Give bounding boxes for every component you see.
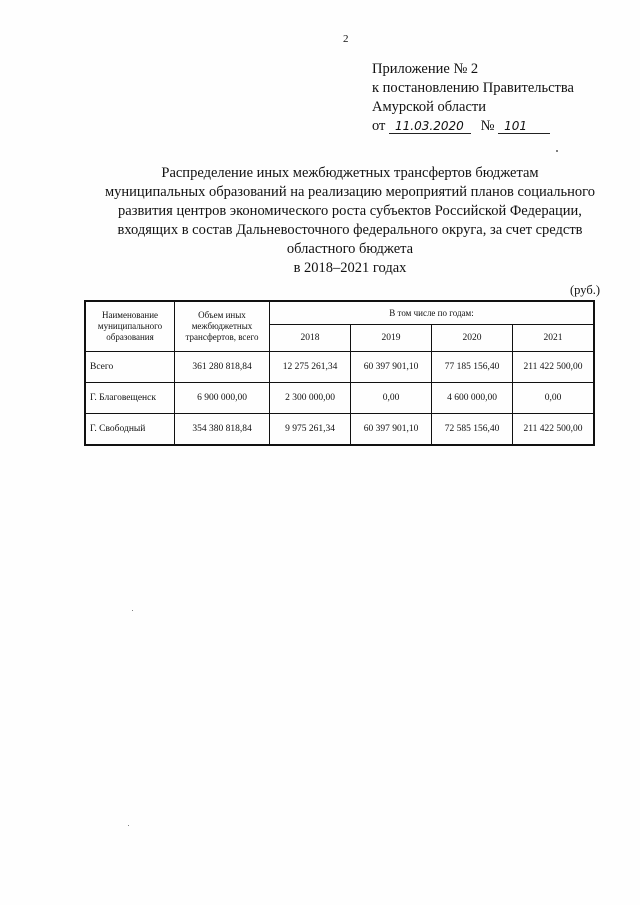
appendix-date-line <box>372 117 574 136</box>
header-year-2021: 2021 <box>513 325 595 352</box>
header-total: Объем иных межбюджетных трансфертов, всего <box>175 301 270 352</box>
table-header-row <box>85 301 594 325</box>
row-2018: 12 275 261,34 <box>270 352 351 383</box>
document-title <box>60 164 640 278</box>
row-2020: 4 600 000,00 <box>432 383 513 414</box>
row-2019: 0,00 <box>351 383 432 414</box>
row-2020: 72 585 156,40 <box>432 414 513 446</box>
header-year-2018: 2018 <box>270 325 351 352</box>
from-label: от <box>372 118 386 134</box>
appendix-block <box>372 60 574 136</box>
row-2021: 211 422 500,00 <box>513 414 595 446</box>
units-label: (руб.) <box>570 283 600 297</box>
header-years-group: В том числе по годам: <box>270 301 595 325</box>
row-name: Всего <box>85 352 175 383</box>
table-row <box>85 414 594 446</box>
row-total: 354 380 818,84 <box>175 414 270 446</box>
row-2018: 2 300 000,00 <box>270 383 351 414</box>
title-line-1: Распределение иных межбюджетных трансфертов бюджетам <box>161 165 539 181</box>
table-row <box>85 383 594 414</box>
title-line-3: развития центров экономического роста субъектов Российской Федерации, <box>118 203 582 219</box>
appendix-resolution: к постановлению Правительства <box>372 80 574 96</box>
handwritten-number: 101 <box>498 119 550 134</box>
header-name: Наименование муниципального образования <box>85 301 175 352</box>
scan-speck <box>128 825 129 826</box>
row-2021: 211 422 500,00 <box>513 352 595 383</box>
title-line-6: в 2018–2021 годах <box>293 260 407 276</box>
distribution-table <box>84 300 595 446</box>
row-2019: 60 397 901,10 <box>351 352 432 383</box>
title-line-5: областного бюджета <box>286 241 414 257</box>
row-2018: 9 975 261,34 <box>270 414 351 446</box>
appendix-title: Приложение № 2 <box>372 61 479 77</box>
title-line-2: муниципальных образований на реализацию мероприятий планов социального <box>104 184 595 200</box>
page-number: 2 <box>343 33 349 45</box>
header-year-2020: 2020 <box>432 325 513 352</box>
row-total: 6 900 000,00 <box>175 383 270 414</box>
header-year-2019: 2019 <box>351 325 432 352</box>
row-total: 361 280 818,84 <box>175 352 270 383</box>
row-name: Г. Благовещенск <box>85 383 175 414</box>
scan-speck <box>132 610 133 611</box>
appendix-region: Амурской области <box>372 99 486 115</box>
title-line-4: входящих в состав Дальневосточного федерального округа, за счет средств <box>117 222 583 238</box>
row-2019: 60 397 901,10 <box>351 414 432 446</box>
row-name: Г. Свободный <box>85 414 175 446</box>
table-row <box>85 352 594 383</box>
handwritten-date: 11.03.2020 <box>389 119 471 134</box>
number-label: № <box>480 118 495 134</box>
row-2020: 77 185 156,40 <box>432 352 513 383</box>
row-2021: 0,00 <box>513 383 595 414</box>
scan-speck <box>556 150 558 152</box>
